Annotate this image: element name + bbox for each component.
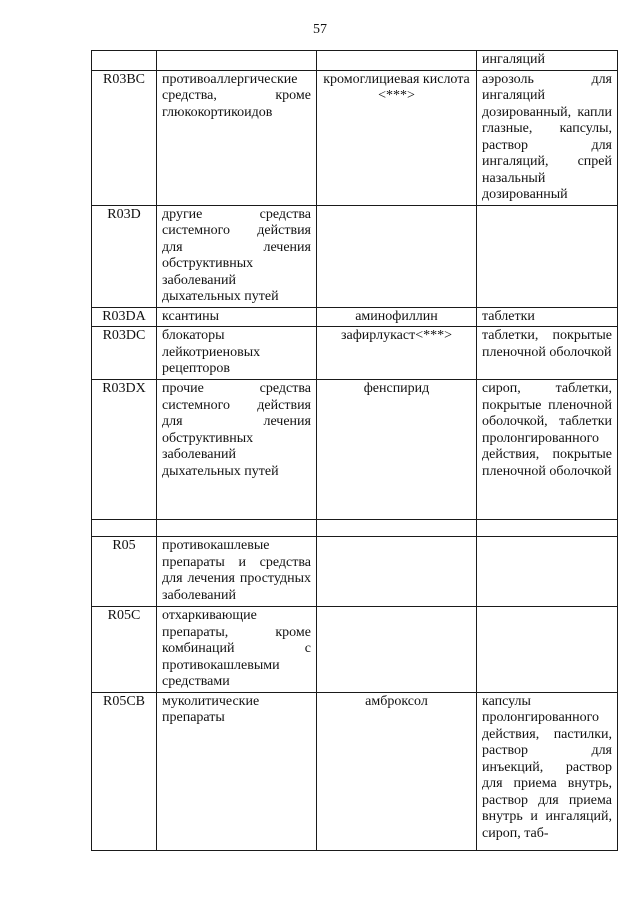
table-row — [92, 205, 618, 307]
drug-name-cell: кромоглициевая кислота <***> — [317, 70, 477, 205]
drug-name-cell — [317, 537, 477, 607]
dosage-form-cell: аэрозоль для ингаляций дозированный, капли глазные, капсулы, раствор для ингаляций, спрей назальный дозированный — [477, 70, 618, 205]
table-row — [92, 537, 618, 607]
dosage-form-cell: таблетки — [477, 307, 618, 327]
atc-code-cell: R05 — [92, 537, 157, 607]
atc-code-cell — [92, 520, 157, 537]
drug-name-cell: зафирлукаст<***> — [317, 327, 477, 380]
pharmacological-group-cell: противокашлевые препараты и средства для лечения простудных заболеваний — [157, 537, 317, 607]
drug-name-cell — [317, 520, 477, 537]
dosage-form-cell: сироп, таблетки, покрытые пленочной оболочкой, таблетки пролонгированного действия, покрытые пленочной оболочкой — [477, 380, 618, 520]
drug-name-cell: амброксол — [317, 692, 477, 850]
pharmacological-group-cell: блокаторы лейкотриеновых рецепторов — [157, 327, 317, 380]
pharmacological-group-cell: противоаллергические средства, кроме глюкокортикоидов — [157, 70, 317, 205]
dosage-form-cell: ингаляций — [477, 51, 618, 71]
drug-name-cell: фенспирид — [317, 380, 477, 520]
atc-code-cell: R03DC — [92, 327, 157, 380]
pharmacological-group-cell: прочие средства системного действия для лечения обструктивных заболеваний дыхательных путей — [157, 380, 317, 520]
drug-name-cell: аминофиллин — [317, 307, 477, 327]
table-row — [92, 70, 618, 205]
table-row — [92, 327, 618, 380]
dosage-form-cell — [477, 520, 618, 537]
atc-code-cell: R05CB — [92, 692, 157, 850]
drug-name-cell — [317, 607, 477, 693]
atc-code-cell: R05C — [92, 607, 157, 693]
pharmacological-group-cell: ксантины — [157, 307, 317, 327]
atc-code-cell: R03DA — [92, 307, 157, 327]
page-number: 57 — [313, 22, 327, 37]
dosage-form-cell: капсулы пролонгированного действия, пастилки, раствор для инъекций, раствор для приема внутрь, раствор для приема внутрь и ингаляций, сироп, таб- — [477, 692, 618, 850]
drug-name-cell — [317, 205, 477, 307]
pharmacological-group-cell — [157, 51, 317, 71]
pharmacological-group-cell — [157, 520, 317, 537]
pharmacological-group-cell: отхаркивающие препараты, кроме комбинаций с противокашлевыми средствами — [157, 607, 317, 693]
pharmacological-group-cell: другие средства системного действия для лечения обструктивных заболеваний дыхательных путей — [157, 205, 317, 307]
dosage-form-cell — [477, 205, 618, 307]
atc-code-cell: R03D — [92, 205, 157, 307]
atc-code-cell — [92, 51, 157, 71]
atc-code-cell: R03DX — [92, 380, 157, 520]
table-row — [92, 307, 618, 327]
table-row — [92, 607, 618, 693]
table-row — [92, 692, 618, 850]
table-row — [92, 51, 618, 71]
dosage-form-cell — [477, 607, 618, 693]
dosage-form-cell: таблетки, покрытые пленочной оболочкой — [477, 327, 618, 380]
pharmacological-group-cell: муколитические препараты — [157, 692, 317, 850]
atc-code-cell: R03BC — [92, 70, 157, 205]
drug-name-cell — [317, 51, 477, 71]
table-row — [92, 520, 618, 537]
drug-table — [91, 50, 618, 851]
table-row — [92, 380, 618, 520]
dosage-form-cell — [477, 537, 618, 607]
